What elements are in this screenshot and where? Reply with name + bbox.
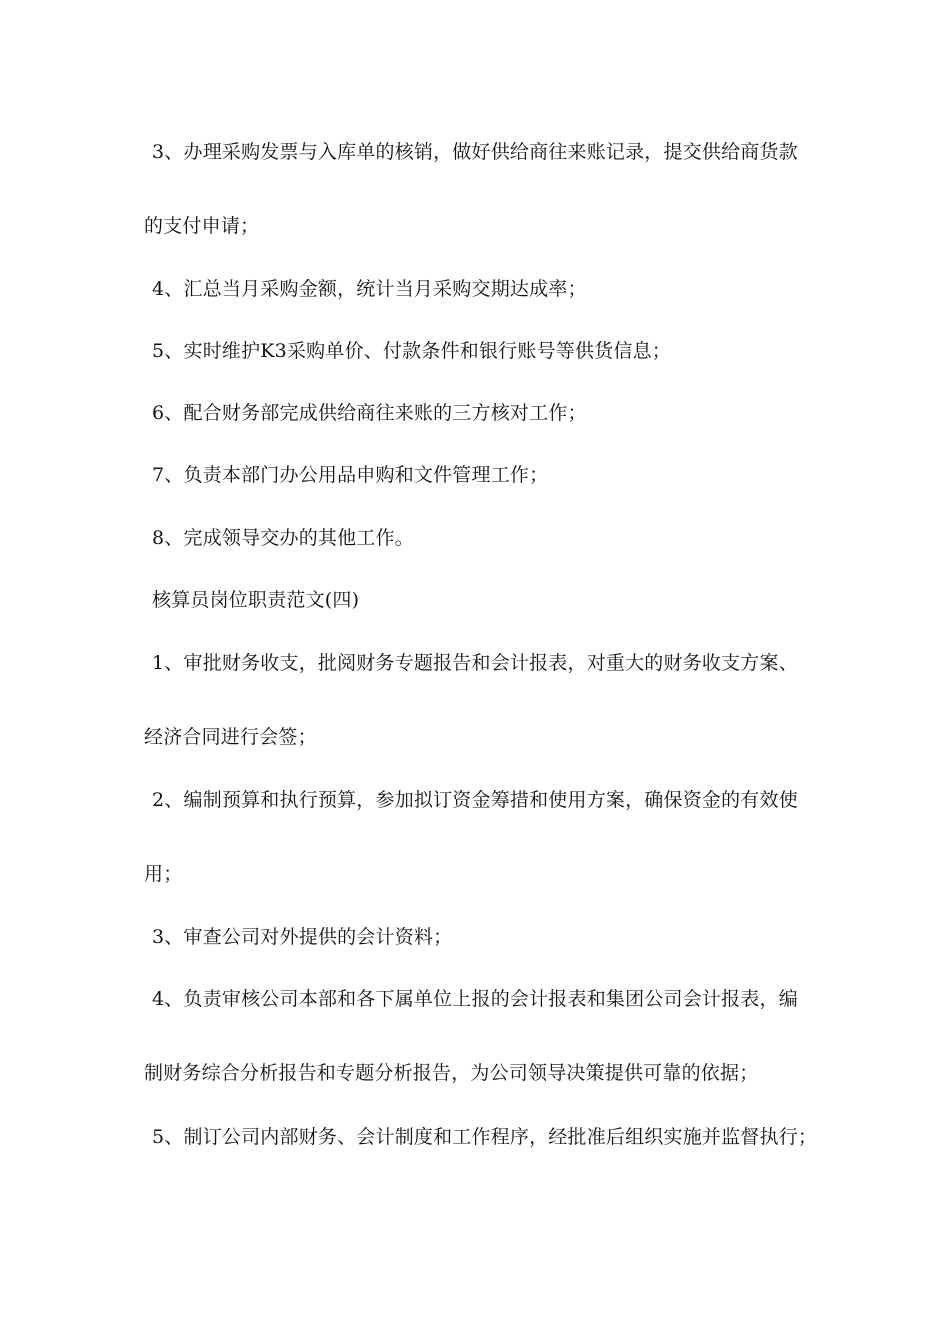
paragraph-line: 3、审查公司对外提供的会计资料； xyxy=(152,926,453,948)
paragraph-line-continuation: 用； xyxy=(144,863,183,885)
paragraph-line: 3、办理采购发票与入库单的核销，做好供给商往来账记录，提交供给商货款 xyxy=(152,141,798,163)
section-heading: 核算员岗位职责范文(四) xyxy=(152,589,360,611)
paragraph-line: 1、审批财务收支，批阅财务专题报告和会计报表，对重大的财务收支方案、 xyxy=(152,652,798,674)
paragraph-line-continuation: 经济合同进行会签； xyxy=(144,726,317,748)
paragraph-line: 2、编制预算和执行预算，参加拟订资金筹措和使用方案，确保资金的有效使 xyxy=(152,789,798,811)
paragraph-line: 4、汇总当月采购金额，统计当月采购交期达成率； xyxy=(152,278,587,300)
paragraph-line: 8、完成领导交办的其他工作。 xyxy=(152,527,414,549)
paragraph-line: 5、制订公司内部财务、会计制度和工作程序，经批准后组织实施并监督执行； xyxy=(152,1126,818,1148)
paragraph-line-continuation: 制财务综合分析报告和专题分析报告，为公司领导决策提供可靠的依据； xyxy=(144,1062,759,1084)
paragraph-line: 7、负责本部门办公用品申购和文件管理工作； xyxy=(152,464,549,486)
paragraph-line: 6、配合财务部完成供给商往来账的三方核对工作； xyxy=(152,402,587,424)
paragraph-line-continuation: 的支付申请； xyxy=(144,215,260,237)
paragraph-line: 4、负责审核公司本部和各下属单位上报的会计报表和集团公司会计报表，编 xyxy=(152,988,798,1010)
paragraph-line: 5、实时维护K3采购单价、付款条件和银行账号等供货信息； xyxy=(152,340,671,362)
